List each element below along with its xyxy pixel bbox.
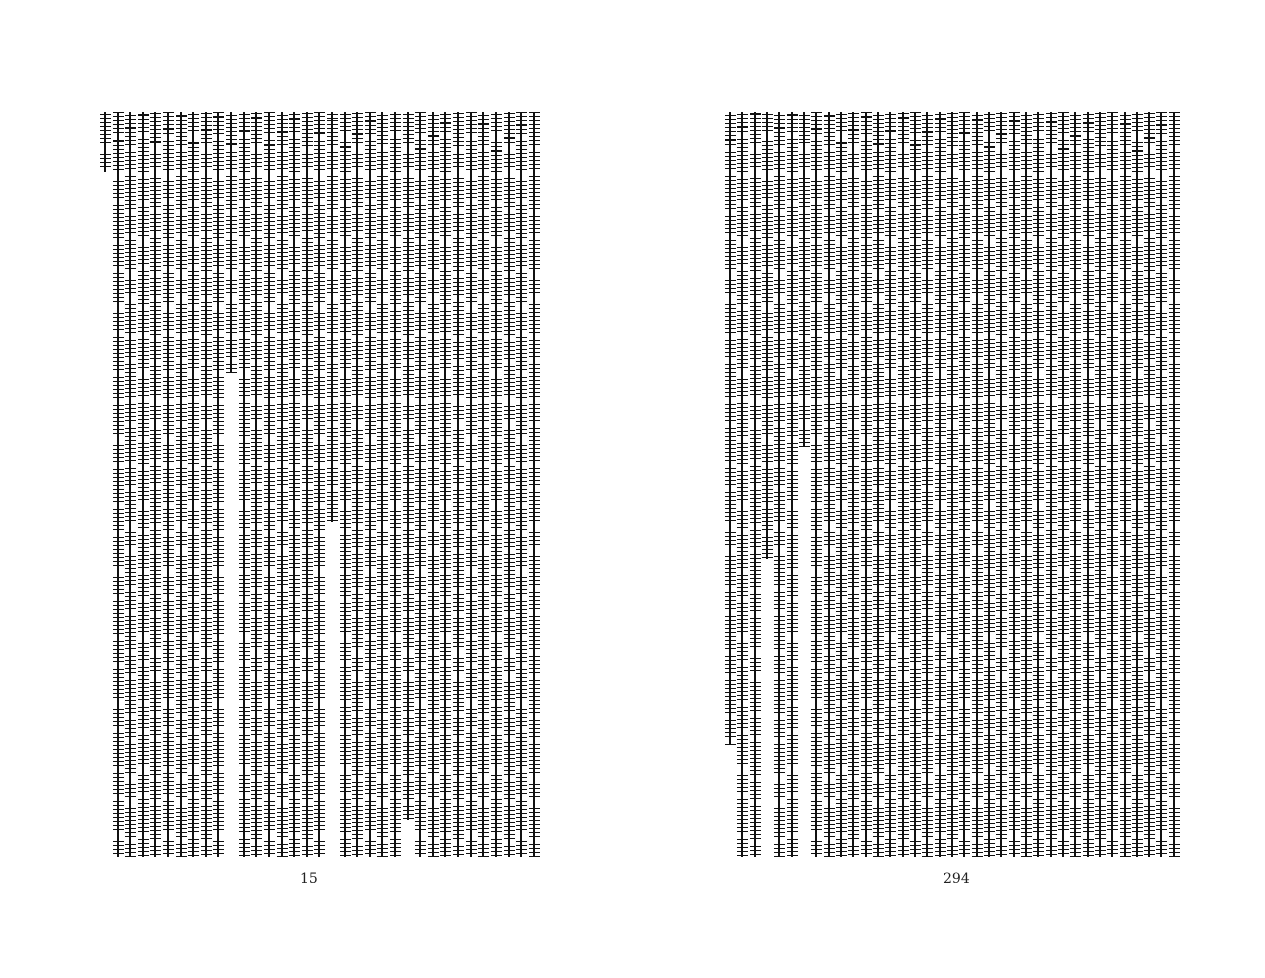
text-column (811, 112, 822, 857)
text-column (898, 112, 909, 857)
left-text-columns (100, 112, 540, 857)
text-column (1058, 112, 1069, 857)
text-column (201, 112, 212, 857)
text-column (1009, 112, 1020, 857)
text-column (922, 112, 933, 857)
right-text-columns (725, 112, 1180, 857)
text-column (1046, 112, 1057, 857)
text-column (239, 112, 250, 857)
text-column (302, 112, 313, 857)
text-column (1107, 112, 1118, 857)
text-column (529, 112, 540, 857)
text-column (125, 112, 136, 857)
text-column (277, 112, 288, 857)
text-column (403, 112, 414, 857)
text-column (138, 112, 149, 857)
text-column (440, 112, 451, 857)
text-column (1132, 112, 1143, 857)
text-column (340, 112, 351, 857)
text-column (377, 112, 388, 857)
text-column (516, 112, 527, 857)
text-column (491, 112, 502, 857)
text-column (188, 112, 199, 857)
text-column (289, 112, 300, 857)
right-page (633, 0, 1265, 978)
text-column (504, 112, 515, 857)
text-column (959, 112, 970, 857)
left-page (0, 0, 632, 978)
page-number-left: 15 (300, 871, 318, 887)
text-column (100, 112, 111, 857)
text-column (762, 112, 773, 857)
text-column (1083, 112, 1094, 857)
text-column (478, 112, 489, 857)
text-column (836, 112, 847, 857)
text-column (824, 112, 835, 857)
text-column (113, 112, 124, 857)
text-column (314, 112, 325, 857)
text-column (226, 112, 237, 857)
text-column (873, 112, 884, 857)
text-column (415, 112, 426, 857)
text-column (390, 112, 401, 857)
text-column (787, 112, 798, 857)
text-column (352, 112, 363, 857)
text-column (1033, 112, 1044, 857)
text-column (428, 112, 439, 857)
text-column (264, 112, 275, 857)
text-column (984, 112, 995, 857)
text-column (799, 112, 810, 857)
text-column (861, 112, 872, 857)
text-column (327, 112, 338, 857)
text-column (1169, 112, 1180, 857)
text-column (1070, 112, 1081, 857)
text-column (947, 112, 958, 857)
text-column (1095, 112, 1106, 857)
text-column (251, 112, 262, 857)
text-column (737, 112, 748, 857)
text-column (213, 112, 224, 857)
text-column (996, 112, 1007, 857)
text-column (1120, 112, 1131, 857)
text-column (163, 112, 174, 857)
text-column (453, 112, 464, 857)
text-column (1156, 112, 1167, 857)
text-column (885, 112, 896, 857)
text-column (176, 112, 187, 857)
text-column (1021, 112, 1032, 857)
text-column (972, 112, 983, 857)
text-column (750, 112, 761, 857)
text-column (466, 112, 477, 857)
text-column (774, 112, 785, 857)
text-column (910, 112, 921, 857)
text-column (365, 112, 376, 857)
text-column (150, 112, 161, 857)
text-column (1144, 112, 1155, 857)
page-number-right: 294 (943, 871, 970, 887)
text-column (848, 112, 859, 857)
text-column (935, 112, 946, 857)
text-column (725, 112, 736, 857)
